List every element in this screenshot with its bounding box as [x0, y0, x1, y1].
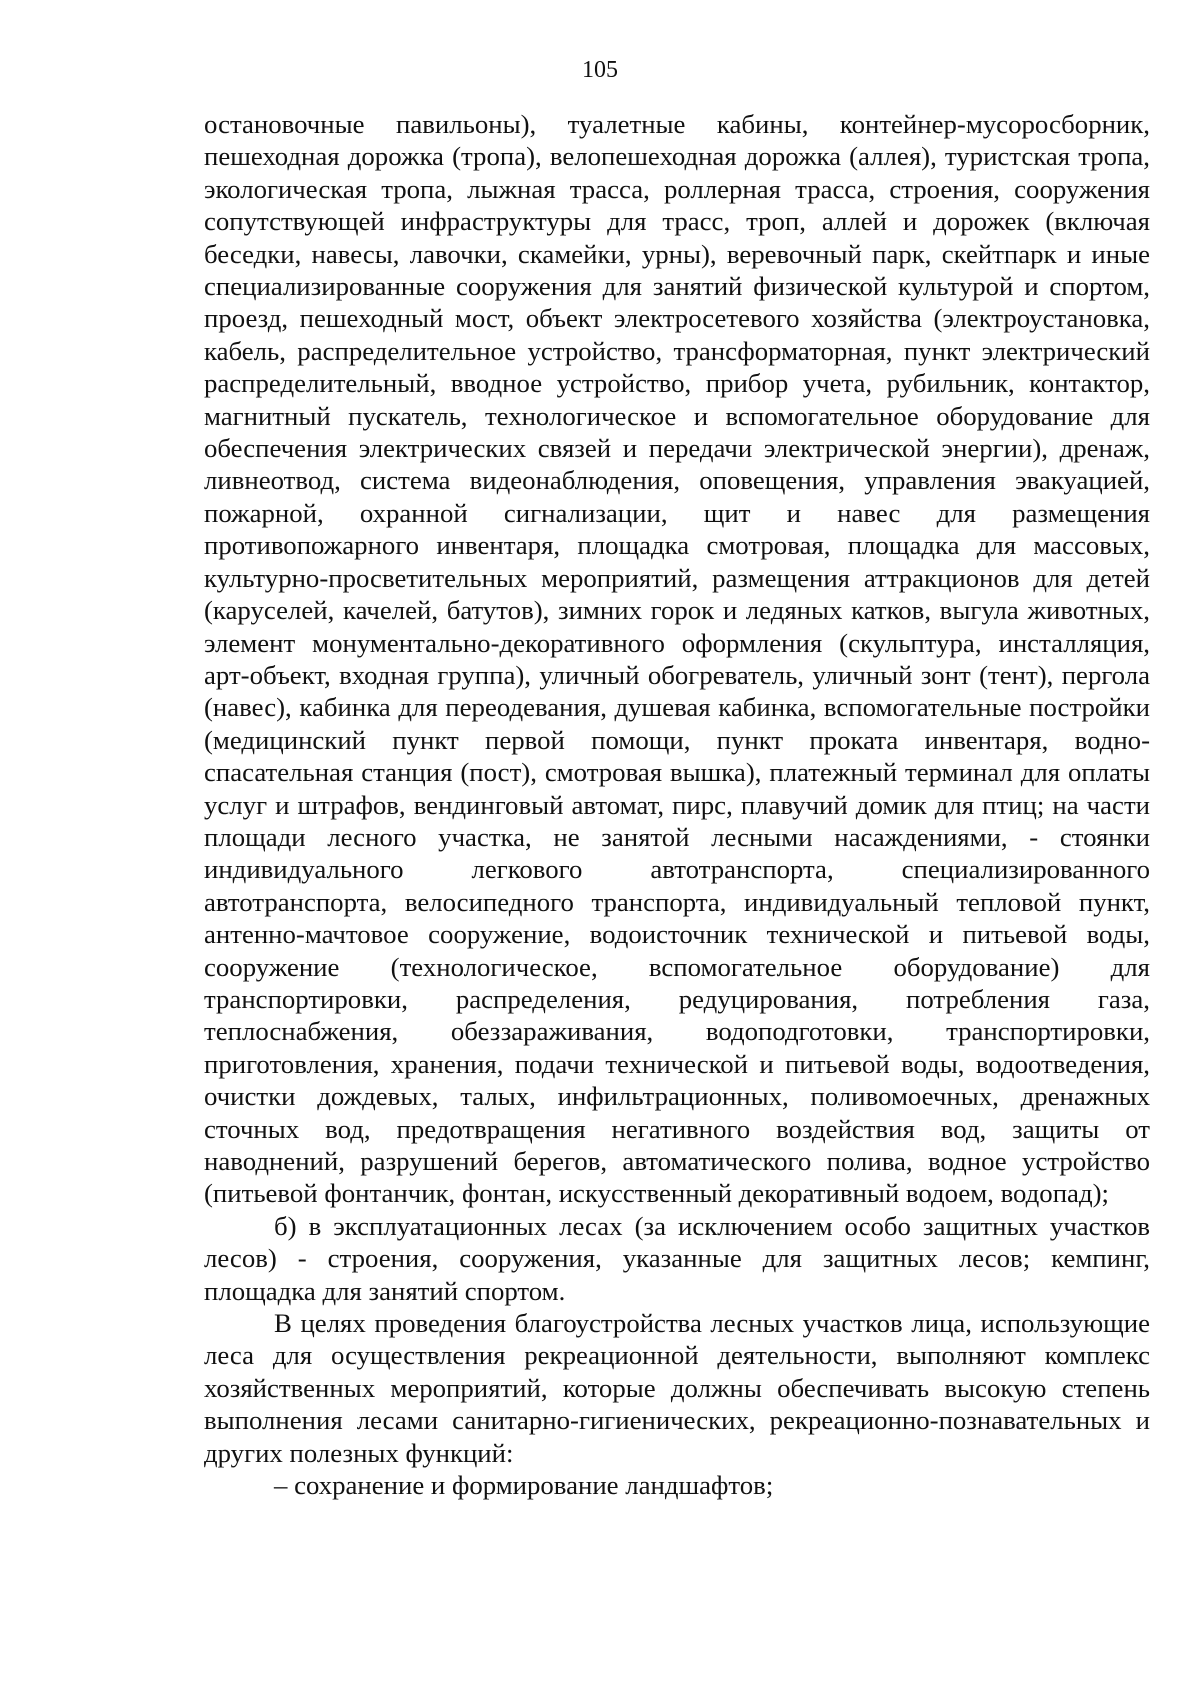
- list-item: – сохранение и формирование ландшафтов;: [274, 1470, 774, 1501]
- paragraph-continuation: остановочные павильоны), туалетные кабины, контейнер-мусоросборник, пешеходная дорожка (тропа), велопешеходная дорожка (аллея), туристская тропа, экологическая тропа, лыжная трасса, роллерная трасса, строения, сооружения сопутствующей инфраструктуры для трасс, троп, аллей и дорожек (включая беседки, навесы, лавочки, скамейки, урны), веревочный парк, скейтпарк и иные специализированные сооружения для занятий физической культурой и спортом, проезд, пешеходный мост, объект электросетевого хозяйства (электроустановка, кабель, распределительное устройство, трансформаторная, пункт электрический распределительный, вводное устройство, прибор учета, рубильник, контактор, магнитный пускатель, технологическое и вспомогательное оборудование для обеспечения электрических связей и передачи электрической энергии), дренаж, ливнеотвод, система видеонаблюдения, оповещения, управления эвакуацией, пожарной, охранной сигнализации, щит и навес для размещения противопожарного инвентаря, площадка смотровая, площадка для массовых, культурно-просветительных мероприятий, размещения аттракционов для детей (каруселей, качелей, батутов), зимних горок и ледяных катков, выгула животных, элемент монументально-декоративного оформления (скульптура, инсталляция, арт-объект, входная группа), уличный обогреватель, уличный зонт (тент), пергола (навес), кабинка для переодевания, душевая кабинка, вспомогательные постройки (медицинский пункт первой помощи, пункт проката инвентаря, водно-спасательная станция (пост), смотровая вышка), платежный терминал для оплаты услуг и штрафов, вендинговый автомат, пирс, плавучий домик для птиц; на части площади лесного участка, не занятой лесными насаждениями, - стоянки индивидуального легкового автотранспорта, специализированного автотранспорта, велосипедного транспорта, индивидуальный тепловой пункт, антенно-мачтовое сооружение, водоисточник технической и питьевой воды, сооружение (технологическое, вспомогательное оборудование) для транспортировки, распределения, редуцирования, потребления газа, теплоснабжения, обеззараживания, водоподготовки, транспортировки, приготовления, хранения, подачи технической и питьевой воды, водоотведения, очистки дождевых, талых, инфильтрационных, поливомоечных, дренажных сточных вод, предотвращения негативного воздействия вод, защиты от наводнений, разрушений берегов, автоматического полива, водное устройство (питьевой фонтанчик, фонтан, искусственный декоративный водоем, водопад);: [204, 109, 1150, 1209]
- page-number: 105: [582, 57, 618, 83]
- document-body: [204, 108, 1150, 1501]
- paragraph-improvement-measures: В целях проведения благоустройства лесных участков лица, использующие леса для осуществления рекреационной деятельности, выполняют комплекс хозяйственных мероприятий, которые должны обеспечивать высокую степень выполнения лесами санитарно-гигиенических, рекреационно-познавательных и других полезных функций:: [204, 1308, 1150, 1468]
- paragraph-exploitation-forests: б) в эксплуатационных лесах (за исключением особо защитных участков лесов) - строения, сооружения, указанные для защитных лесов; кемпинг, площадка для занятий спортом.: [204, 1210, 1150, 1306]
